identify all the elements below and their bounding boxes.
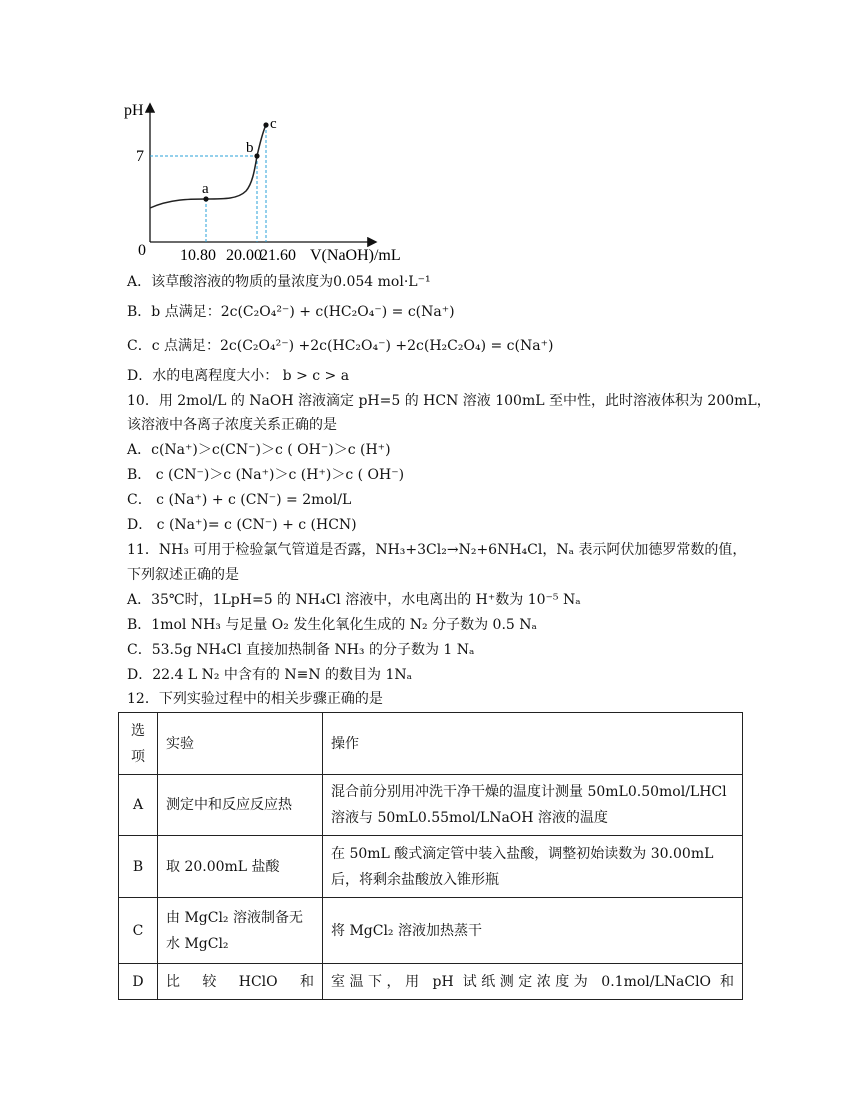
q9-option-a: A．该草酸溶液的物质的量浓度为0.054 mol·L⁻¹ (127, 274, 431, 290)
row-b-option: B (119, 836, 158, 898)
row-c-experiment: 由 MgCl₂ 溶液制备无水 MgCl₂ (158, 898, 323, 964)
q11-stem-line2: 下列叙述正确的是 (127, 567, 239, 583)
q12-stem: 12．下列实验过程中的相关步骤正确的是 (127, 691, 383, 707)
y-axis-label: pH (124, 102, 144, 119)
q9-option-c: C．c 点满足：2c(C₂O₄²⁻) +2c(HC₂O₄⁻) +2c(H₂C₂O₄) = c(Na⁺) (127, 338, 554, 354)
row-b-operation: 在 50mL 酸式滴定管中装入盐酸，调整初始读数为 30.00mL 后，将剩余盐酸放入锥形瓶 (323, 836, 743, 898)
table-row (119, 836, 743, 898)
row-d-operation: 室温下，用 pH 试纸测定浓度为 0.1mol/LNaClO 和 (323, 964, 743, 1000)
q11-option-d: D．22.4 L N₂ 中含有的 N≡N 的数目为 1Nₐ (127, 667, 413, 683)
table-row (119, 964, 743, 1000)
row-a-option: A (119, 775, 158, 836)
q11-option-b: B．1mol NH₃ 与足量 O₂ 发生化氧化生成的 N₂ 分子数为 0.5 Nₐ (127, 617, 537, 633)
point-c (263, 122, 268, 127)
y-tick-7: 7 (136, 148, 144, 165)
point-b (254, 153, 259, 158)
header-option: 选项 (119, 713, 158, 775)
header-experiment: 实验 (158, 713, 323, 775)
q11-option-c: C．53.5g NH₄Cl 直接加热制备 NH₃ 的分子数为 1 Nₐ (127, 642, 475, 658)
row-d-option: D (119, 964, 158, 1000)
q10-option-c: C． c (Na⁺) + c (CN⁻) = 2mol/L (127, 492, 352, 508)
q11-option-a: A．35℃时，1LpH=5 的 NH₄Cl 溶液中，水电离出的 H⁺数为 10⁻⁵ Nₐ (127, 592, 581, 608)
point-a-label: a (202, 181, 209, 197)
x-tick-1: 10.80 (180, 247, 216, 264)
q11-stem-line1: 11．NH₃ 可用于检验氯气管道是否露，NH₃+3Cl₂→N₂+6NH₄Cl，Nₐ 表示阿伏加德罗常数的值， (127, 542, 747, 558)
q10-option-d: D． c (Na⁺)= c (CN⁻) + c (HCN) (127, 517, 357, 533)
row-b-experiment: 取 20.00mL 盐酸 (158, 836, 323, 898)
point-b-label: b (246, 140, 254, 156)
q10-stem-line1: 10．用 2mol/L 的 NaOH 溶液滴定 pH=5 的 HCN 溶液 100mL 至中性，此时溶液体积为 200mL， (127, 393, 771, 409)
x-tick-3: 21.60 (260, 247, 296, 264)
table-row (119, 775, 743, 836)
x-tick-2: 20.00 (226, 247, 262, 264)
row-d-experiment: 比 较 HClO 和 (158, 964, 323, 1000)
q12-table (118, 712, 743, 1000)
q9-option-d: D．水的电离程度大小： b > c > a (127, 368, 350, 384)
point-c-label: c (270, 116, 277, 132)
row-c-operation: 将 MgCl₂ 溶液加热蒸干 (323, 898, 743, 964)
q10-option-b: B． c (CN⁻)＞c (Na⁺)＞c (H⁺)＞c ( OH⁻) (127, 467, 405, 483)
point-a (203, 196, 208, 201)
table-header-row (119, 713, 743, 775)
table-row (119, 898, 743, 964)
header-operation: 操作 (323, 713, 743, 775)
row-a-operation: 混合前分别用冲洗干净干燥的温度计测量 50mL0.50mol/LHCl 溶液与 50mL0.55mol/LNaOH 溶液的温度 (323, 775, 743, 836)
q10-option-a: A．c(Na⁺)＞c(CN⁻)＞c ( OH⁻)＞c (H⁺) (127, 442, 391, 458)
origin-label: 0 (138, 242, 146, 259)
x-axis-label: V(NaOH)/mL (310, 247, 401, 264)
q10-stem-line2: 该溶液中各离子浓度关系正确的是 (127, 417, 337, 433)
row-a-experiment: 测定中和反应反应热 (158, 775, 323, 836)
titration-curve-graph (120, 95, 440, 265)
q9-option-b: B．b 点满足：2c(C₂O₄²⁻) + c(HC₂O₄⁻) = c(Na⁺) (127, 304, 455, 320)
row-c-option: C (119, 898, 158, 964)
